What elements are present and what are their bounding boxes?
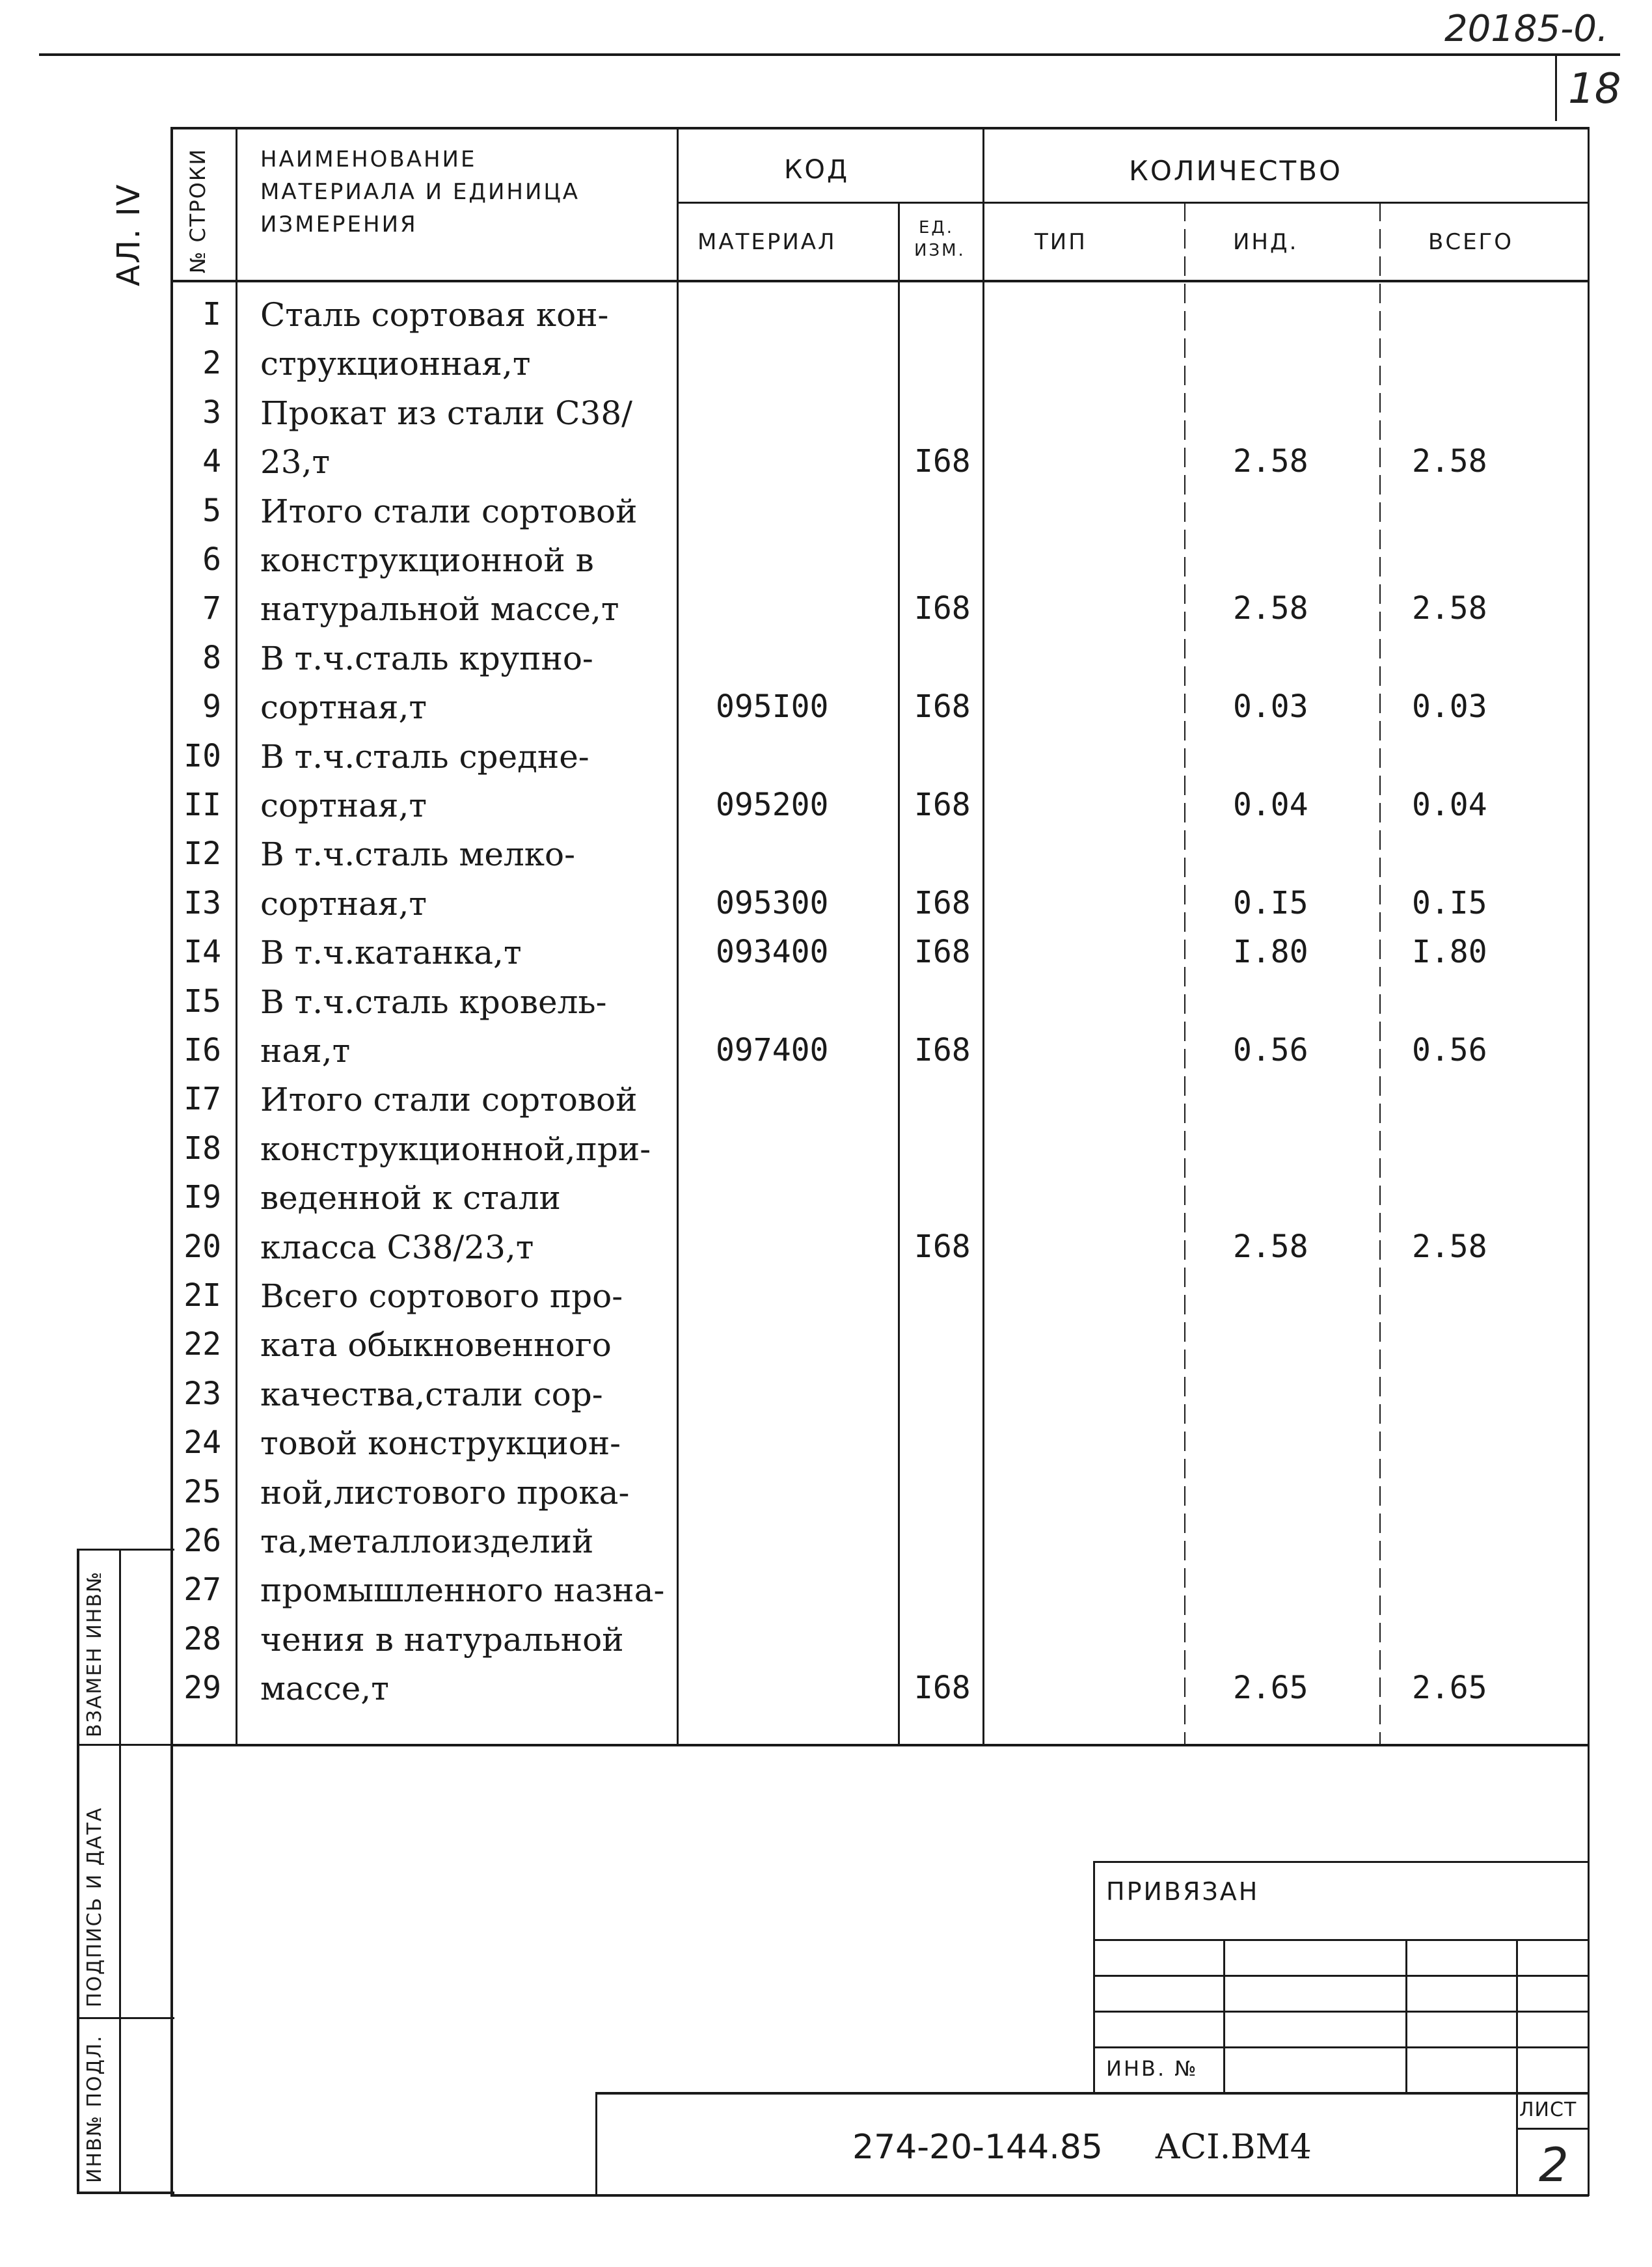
stamp-inv-no: ИНВ. № bbox=[1106, 2056, 1198, 2081]
sheet-mark: 18 bbox=[1568, 65, 1621, 113]
margin-strip-left bbox=[77, 1549, 79, 2193]
margin-strip-div2 bbox=[77, 2017, 174, 2019]
row-total: I.80 bbox=[1412, 934, 1487, 970]
doc-mark: 20185-0. bbox=[1444, 8, 1608, 50]
row-name: массе,т bbox=[260, 1670, 389, 1707]
row-name: веденной к стали bbox=[260, 1179, 561, 1217]
row-number: 25 bbox=[183, 1474, 221, 1510]
hdr-material: МАТЕРИАЛ bbox=[697, 229, 837, 255]
row-ind: 0.03 bbox=[1233, 688, 1308, 725]
row-number: 2 bbox=[202, 345, 221, 381]
row-unit: I68 bbox=[914, 1032, 971, 1068]
row-ind: 2.65 bbox=[1233, 1670, 1308, 1706]
row-name: качества,стали сор- bbox=[260, 1376, 603, 1413]
row-name: В т.ч.сталь кровель- bbox=[260, 983, 607, 1021]
row-name: конструкционной,при- bbox=[260, 1130, 651, 1168]
hdr-row-no: № СТРОКИ bbox=[185, 148, 210, 273]
row-name: 23,т bbox=[260, 443, 331, 481]
hdr-unit-2: ИЗМ. bbox=[914, 241, 966, 260]
doc-code: 274-20-144.85 bbox=[852, 2128, 1103, 2167]
row-unit: I68 bbox=[914, 590, 971, 627]
row-name: Всего сортового про- bbox=[260, 1277, 623, 1315]
row-name: В т.ч.сталь средне- bbox=[260, 738, 589, 776]
row-material: 095I00 bbox=[716, 688, 829, 725]
row-unit: I68 bbox=[914, 688, 971, 725]
row-number: 20 bbox=[183, 1229, 221, 1265]
titleblock-list-divider bbox=[1516, 2092, 1518, 2196]
row-number: I9 bbox=[183, 1179, 221, 1215]
row-unit: I68 bbox=[914, 787, 971, 823]
row-number: I6 bbox=[183, 1032, 221, 1068]
row-number: I bbox=[202, 296, 221, 333]
row-ind: 0.I5 bbox=[1233, 885, 1308, 921]
row-number: II bbox=[183, 787, 221, 823]
row-material: 097400 bbox=[716, 1032, 829, 1068]
row-material: 095200 bbox=[716, 787, 829, 823]
stamp-top bbox=[1093, 1861, 1588, 1863]
row-name: ката обыкновенного bbox=[260, 1326, 612, 1364]
stamp-line-1 bbox=[1093, 1939, 1588, 1941]
row-ind: I.80 bbox=[1233, 934, 1308, 970]
row-ind: 2.58 bbox=[1233, 590, 1308, 627]
row-name: В т.ч.катанка,т bbox=[260, 934, 522, 971]
doc-suffix: АСI.ВМ4 bbox=[1155, 2128, 1312, 2167]
table-bottom bbox=[170, 1744, 1589, 1746]
stamp-line-3 bbox=[1093, 2011, 1588, 2013]
table-top bbox=[170, 127, 1589, 129]
row-name: сортная,т bbox=[260, 885, 427, 923]
row-total: 2.58 bbox=[1412, 1229, 1487, 1265]
row-unit: I68 bbox=[914, 1229, 971, 1265]
row-number: 3 bbox=[202, 394, 221, 431]
stamp-col-2 bbox=[1405, 1939, 1407, 2092]
row-number: I0 bbox=[183, 738, 221, 774]
row-unit: I68 bbox=[914, 443, 971, 480]
row-name: В т.ч.сталь крупно- bbox=[260, 640, 593, 677]
row-number: 23 bbox=[183, 1376, 221, 1412]
row-material: 095300 bbox=[716, 885, 829, 921]
list-label: ЛИСТ bbox=[1519, 2098, 1577, 2121]
col-line-material bbox=[898, 202, 900, 1744]
col-line-name bbox=[677, 127, 679, 1744]
row-total: 2.58 bbox=[1412, 590, 1487, 627]
hdr-ind: ИНД. bbox=[1233, 229, 1299, 255]
row-number: 24 bbox=[183, 1424, 221, 1461]
row-total: 0.56 bbox=[1412, 1032, 1487, 1068]
row-ind: 2.58 bbox=[1233, 443, 1308, 480]
row-number: I8 bbox=[183, 1130, 221, 1167]
frame-right bbox=[1588, 127, 1590, 2196]
row-number: 29 bbox=[183, 1670, 221, 1706]
row-name: та,металлоизделий bbox=[260, 1523, 594, 1560]
row-name: класса С38/23,т bbox=[260, 1229, 534, 1266]
row-number: 8 bbox=[202, 640, 221, 676]
titleblock-left bbox=[595, 2092, 597, 2196]
row-ind: 0.04 bbox=[1233, 787, 1308, 823]
row-number: 22 bbox=[183, 1326, 221, 1363]
row-number: I7 bbox=[183, 1081, 221, 1117]
hdr-name-1: НАИМЕНОВАНИЕ bbox=[260, 146, 477, 172]
row-name: ная,т bbox=[260, 1032, 351, 1070]
titleblock-list-line bbox=[1516, 2128, 1588, 2130]
row-number: 9 bbox=[202, 688, 221, 725]
row-name: конструкционной в bbox=[260, 541, 594, 579]
row-total: 0.03 bbox=[1412, 688, 1487, 725]
margin-strip-div1 bbox=[77, 1744, 174, 1746]
row-number: I5 bbox=[183, 983, 221, 1020]
stamp-col-1 bbox=[1223, 1939, 1225, 2092]
margin-vzamen-inv: ВЗАМЕН ИНВ№ bbox=[83, 1570, 106, 1737]
row-number: I2 bbox=[183, 835, 221, 872]
row-unit: I68 bbox=[914, 885, 971, 921]
col-line-ind bbox=[1379, 202, 1381, 1744]
hdr-name-2: МАТЕРИАЛА И ЕДИНИЦА bbox=[260, 179, 580, 205]
row-name: В т.ч.сталь мелко- bbox=[260, 835, 575, 873]
row-name: струкционная,т bbox=[260, 345, 531, 383]
row-name: Сталь сортовая кон- bbox=[260, 296, 609, 334]
sheet-mark-divider bbox=[1555, 56, 1557, 121]
row-total: 2.58 bbox=[1412, 443, 1487, 480]
row-name: ной,листового прока- bbox=[260, 1474, 630, 1512]
row-number: 2I bbox=[183, 1277, 221, 1314]
row-number: 28 bbox=[183, 1621, 221, 1657]
col-line-unit bbox=[982, 127, 984, 1744]
row-total: 0.I5 bbox=[1412, 885, 1487, 921]
row-number: 5 bbox=[202, 493, 221, 529]
top-rule bbox=[39, 53, 1620, 56]
margin-strip-bottom bbox=[77, 2192, 174, 2194]
album-label: АЛ. IV bbox=[111, 183, 147, 286]
row-name: Итого стали сортовой bbox=[260, 493, 638, 530]
row-name: Прокат из стали С38/ bbox=[260, 394, 632, 432]
row-name: натуральной массе,т bbox=[260, 590, 619, 628]
margin-strip-mid bbox=[119, 1549, 121, 2193]
row-name: чения в натуральной bbox=[260, 1621, 624, 1659]
list-number: 2 bbox=[1539, 2138, 1569, 2192]
stamp-line-2 bbox=[1093, 1975, 1588, 1977]
titleblock-bottom bbox=[170, 2194, 1589, 2197]
margin-podpis-data: ПОДПИСЬ И ДАТА bbox=[83, 1806, 106, 2007]
row-ind: 2.58 bbox=[1233, 1229, 1308, 1265]
row-number: 4 bbox=[202, 443, 221, 480]
row-number: I3 bbox=[183, 885, 221, 921]
row-total: 0.04 bbox=[1412, 787, 1487, 823]
row-unit: I68 bbox=[914, 934, 971, 970]
hdr-code: КОД bbox=[784, 155, 850, 185]
header-mid bbox=[677, 202, 1588, 204]
row-name: сортная,т bbox=[260, 688, 427, 726]
stamp-line-4 bbox=[1093, 2046, 1588, 2048]
margin-inv-podl: ИНВ№ ПОДЛ. bbox=[83, 2034, 106, 2183]
col-line-rowno bbox=[236, 127, 237, 1744]
stamp-privyazan: ПРИВЯЗАН bbox=[1106, 1877, 1260, 1906]
row-total: 2.65 bbox=[1412, 1670, 1487, 1706]
row-name: промышленного назна- bbox=[260, 1571, 665, 1609]
hdr-unit-1: ЕД. bbox=[919, 218, 955, 238]
row-number: 26 bbox=[183, 1523, 221, 1559]
hdr-quantity: КОЛИЧЕСТВО bbox=[1129, 155, 1343, 187]
hdr-name-3: ИЗМЕРЕНИЯ bbox=[260, 211, 418, 238]
row-name: Итого стали сортовой bbox=[260, 1081, 638, 1119]
header-bottom bbox=[170, 280, 1589, 282]
row-number: I4 bbox=[183, 934, 221, 970]
hdr-type: ТИП bbox=[1035, 229, 1087, 255]
stamp-col-3 bbox=[1516, 1939, 1518, 2092]
hdr-total: ВСЕГО bbox=[1428, 229, 1514, 255]
row-unit: I68 bbox=[914, 1670, 971, 1706]
row-material: 093400 bbox=[716, 934, 829, 970]
row-number: 7 bbox=[202, 590, 221, 627]
row-name: товой конструкцион- bbox=[260, 1424, 621, 1462]
col-line-type bbox=[1184, 202, 1185, 1744]
row-number: 27 bbox=[183, 1571, 221, 1608]
titleblock-top bbox=[595, 2092, 1588, 2095]
row-number: 6 bbox=[202, 541, 221, 578]
row-ind: 0.56 bbox=[1233, 1032, 1308, 1068]
row-name: сортная,т bbox=[260, 787, 427, 824]
